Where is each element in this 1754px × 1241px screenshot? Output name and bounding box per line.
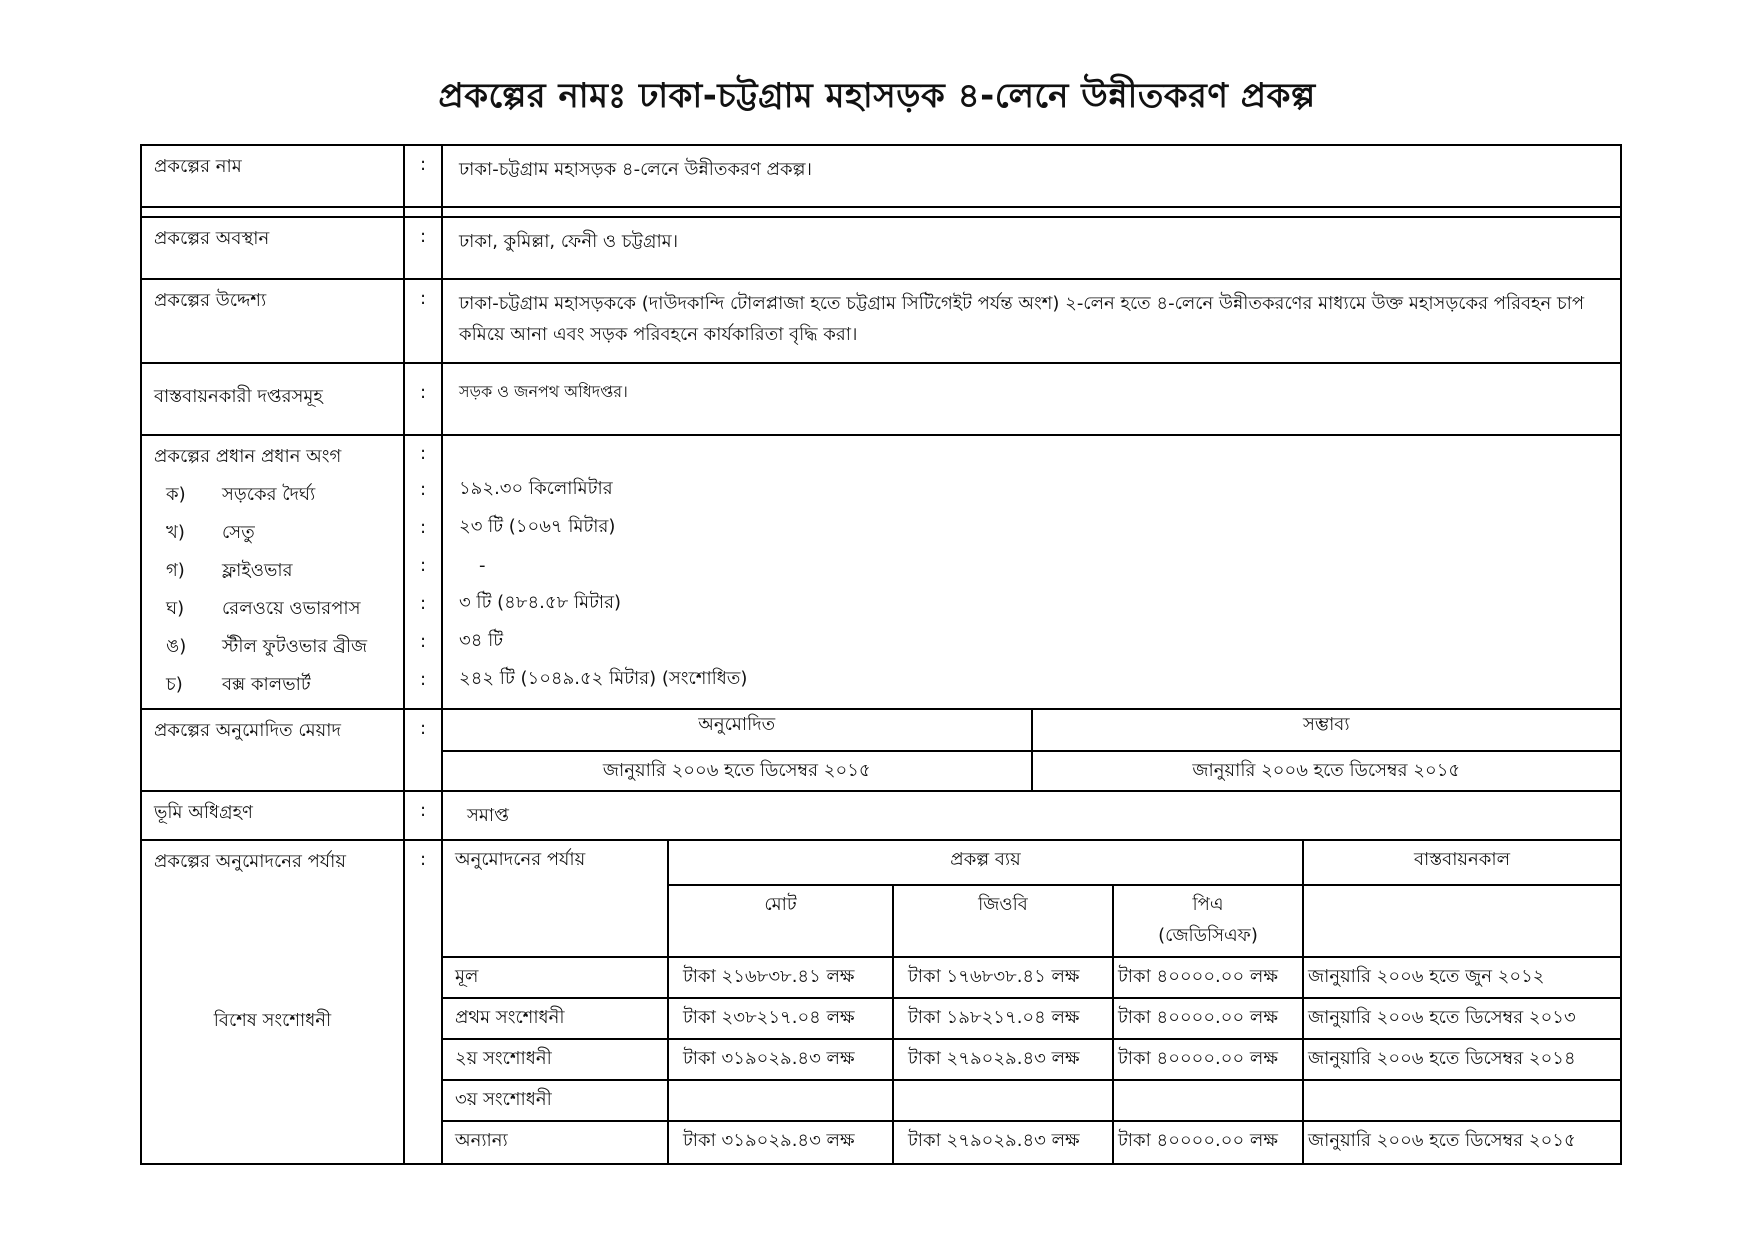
total-cost-cell	[668, 1080, 893, 1121]
approved-duration-row	[141, 709, 1621, 791]
component-letter: ঘ)	[166, 597, 185, 619]
component-name: বক্স কালভার্ট	[222, 673, 311, 695]
table-row	[443, 1080, 1620, 1121]
component-name: স্টীল ফুটওভার ব্রীজ	[222, 635, 368, 657]
component-item	[154, 666, 391, 704]
component-value: ৩৪ টি	[459, 629, 504, 651]
components-row	[141, 435, 1621, 709]
colon: :	[419, 516, 427, 538]
table-row	[443, 998, 1620, 1039]
component-item	[154, 628, 391, 666]
implementation-period-header: বাস্তবায়নকাল	[1303, 841, 1620, 885]
stage-cell: মূল	[443, 957, 668, 998]
project-name-value: ঢাকা-চট্টগ্রাম মহাসড়ক ৪-লেনে উন্নীতকরণ প্রকল্প।	[442, 145, 1621, 207]
total-cost-cell: টাকা ২৩৮২১৭.০৪ লক্ষ	[668, 998, 893, 1039]
components-colons	[404, 435, 442, 709]
pa-header	[1113, 885, 1303, 957]
land-acquisition-label: ভূমি অধিগ্রহণ	[141, 791, 404, 840]
cost-table	[443, 841, 1620, 1163]
period-cell	[1303, 1080, 1620, 1121]
component-letter: ক)	[166, 483, 186, 505]
project-name-row	[141, 145, 1621, 207]
period-cell: জানুয়ারি ২০০৬ হতে ডিসেম্বর ২০১৩	[1303, 998, 1620, 1039]
component-name: ফ্লাইওভার	[222, 559, 293, 581]
page-title: প্রকল্পের নামঃ ঢাকা-চট্টগ্রাম মহাসড়ক ৪-লেনে উন্নীতকরণ প্রকল্প	[438, 76, 1316, 116]
colon: :	[419, 592, 427, 614]
components-label: প্রকল্পের প্রধান প্রধান অংগ	[154, 446, 342, 467]
pa-header-line2: (জেডিসিএফ)	[1158, 925, 1258, 946]
colon: :	[404, 363, 442, 435]
colon: :	[404, 709, 442, 791]
table-row	[443, 1121, 1620, 1163]
stage-cell: প্রথম সংশোধনী	[443, 998, 668, 1039]
period-cell: জানুয়ারি ২০০৬ হতে ডিসেম্বর ২০১৪	[1303, 1039, 1620, 1080]
pa-cost-cell: টাকা ৪০০০০.০০ লক্ষ	[1113, 1121, 1303, 1163]
period-cell: জানুয়ারি ২০০৬ হতে ডিসেম্বর ২০১৫	[1308, 1130, 1576, 1151]
stage-header: অনুমোদনের পর্যায়	[443, 841, 668, 957]
component-letter: গ)	[166, 559, 185, 581]
pa-cost-cell	[1113, 1080, 1303, 1121]
component-value: ১৯২.৩০ কিলোমিটার	[459, 477, 613, 499]
cost-header-row	[443, 841, 1620, 885]
component-item	[154, 476, 391, 514]
colon: :	[404, 145, 442, 207]
colon: :	[404, 279, 442, 363]
component-name: রেলওয়ে ওভারপাস	[222, 597, 361, 619]
project-location-value: ঢাকা, কুমিল্লা, ফেনী ও চট্টগ্রাম।	[442, 217, 1621, 279]
period-subheader	[1303, 885, 1620, 957]
total-header: মোট	[668, 885, 893, 957]
total-cost-cell: টাকা ৩১৯০২৯.৪৩ লক্ষ	[668, 1121, 893, 1163]
pa-cost-cell: টাকা ৪০০০০.০০ লক্ষ	[1113, 998, 1303, 1039]
implementing-agency-row	[141, 363, 1621, 435]
component-item	[154, 514, 391, 552]
stage-cell: ৩য় সংশোধনী	[443, 1080, 668, 1121]
project-info-table	[140, 144, 1622, 1165]
component-value: -	[479, 554, 486, 576]
total-cost-cell: টাকা ২১৬৮৩৮.৪১ লক্ষ	[668, 957, 893, 998]
component-item	[154, 590, 391, 628]
colon: :	[419, 478, 427, 500]
components-values-cell	[442, 435, 1621, 709]
approved-duration-label: প্রকল্পের অনুমোদিত মেয়াদ	[141, 709, 404, 791]
colon: :	[419, 442, 427, 464]
probable-value: জানুয়ারি ২০০৬ হতে ডিসেম্বর ২০১৫	[1192, 760, 1461, 781]
colon: :	[419, 668, 427, 690]
approval-stage-label: প্রকল্পের অনুমোদনের পর্যায়	[154, 851, 346, 872]
gob-header: জিওবি	[893, 885, 1113, 957]
stage-cell: ২য় সংশোধনী	[443, 1039, 668, 1080]
pa-cost-cell: টাকা ৪০০০০.০০ লক্ষ	[1113, 957, 1303, 998]
special-revision-note: বিশেষ সংশোধনী	[213, 1010, 332, 1031]
component-value: ২৩ টি (১০৬৭ মিটার)	[459, 515, 616, 537]
gob-cost-cell: টাকা ২৭৯০২৯.৪৩ লক্ষ	[893, 1121, 1113, 1163]
project-location-label: প্রকল্পের অবস্থান	[141, 217, 404, 279]
project-location-row	[141, 217, 1621, 279]
stage-cell: অন্যান্য	[443, 1121, 668, 1163]
component-value: ২৪২ টি (১০৪৯.৫২ মিটার) (সংশোধিত)	[459, 667, 748, 689]
approval-stage-label-cell	[141, 840, 404, 1164]
spacer-row	[141, 207, 1621, 217]
project-cost-header: প্রকল্প ব্যয়	[668, 841, 1303, 885]
approved-header: অনুমোদিত	[443, 710, 1032, 751]
approved-duration-values	[442, 709, 1621, 791]
table-row	[443, 1039, 1620, 1080]
approved-value: জানুয়ারি ২০০৬ হতে ডিসেম্বর ২০১৫	[443, 751, 1032, 790]
component-letter: চ)	[166, 673, 183, 695]
gob-cost-cell: টাকা ১৭৬৮৩৮.৪১ লক্ষ	[893, 957, 1113, 998]
implementing-agency-value: সড়ক ও জনপথ অধিদপ্তর।	[442, 363, 1621, 435]
colon: :	[419, 630, 427, 652]
pa-header-line1: পিএ	[1192, 894, 1224, 915]
probable-header: সম্ভাব্য	[1032, 710, 1621, 751]
component-value: ৩ টি (৪৮৪.৫৮ মিটার)	[459, 591, 622, 613]
component-letter: ঙ)	[166, 635, 187, 657]
project-objective-label: প্রকল্পের উদ্দেশ্য	[141, 279, 404, 363]
gob-cost-cell	[893, 1080, 1113, 1121]
component-letter: খ)	[166, 521, 185, 543]
land-acquisition-row	[141, 791, 1621, 840]
table-row	[443, 957, 1620, 998]
colon: :	[404, 217, 442, 279]
implementing-agency-label: বাস্তবায়নকারী দপ্তরসমূহ	[141, 363, 404, 435]
gob-cost-cell: টাকা ২৭৯০২৯.৪৩ লক্ষ	[893, 1039, 1113, 1080]
colon: :	[404, 791, 442, 840]
pa-cost-cell: টাকা ৪০০০০.০০ লক্ষ	[1113, 1039, 1303, 1080]
component-item	[154, 552, 391, 590]
colon: :	[419, 554, 427, 576]
period-cell: জানুয়ারি ২০০৬ হতে জুন ২০১২	[1303, 957, 1620, 998]
duration-subtable	[443, 710, 1620, 790]
gob-cost-cell: টাকা ১৯৮২১৭.০৪ লক্ষ	[893, 998, 1113, 1039]
colon: :	[404, 840, 442, 1164]
land-acquisition-value: সমাপ্ত	[442, 791, 1621, 840]
total-cost-cell: টাকা ৩১৯০২৯.৪৩ লক্ষ	[668, 1039, 893, 1080]
component-name: সড়কের দৈর্ঘ্য	[222, 483, 316, 505]
project-objective-row	[141, 279, 1621, 363]
project-name-label: প্রকল্পের নাম	[141, 145, 404, 207]
components-label-cell	[141, 435, 404, 709]
approval-stage-values	[442, 840, 1621, 1164]
component-name: সেতু	[222, 521, 255, 543]
project-objective-value: ঢাকা-চট্টগ্রাম মহাসড়ককে (দাউদকান্দি টোলপ্লাজা হতে চট্টগ্রাম সিটিগেইট পর্যন্ত অংশ) ২-লেন হতে ৪-লেনে উন্নীতকরণের মাধ্যমে উক্ত মহাসড়কের পরিবহন চাপ কমিয়ে আনা এবং সড়ক পরিবহনে কার্যকারিতা বৃদ্ধি করা।	[442, 279, 1621, 363]
approval-stage-row	[141, 840, 1621, 1164]
